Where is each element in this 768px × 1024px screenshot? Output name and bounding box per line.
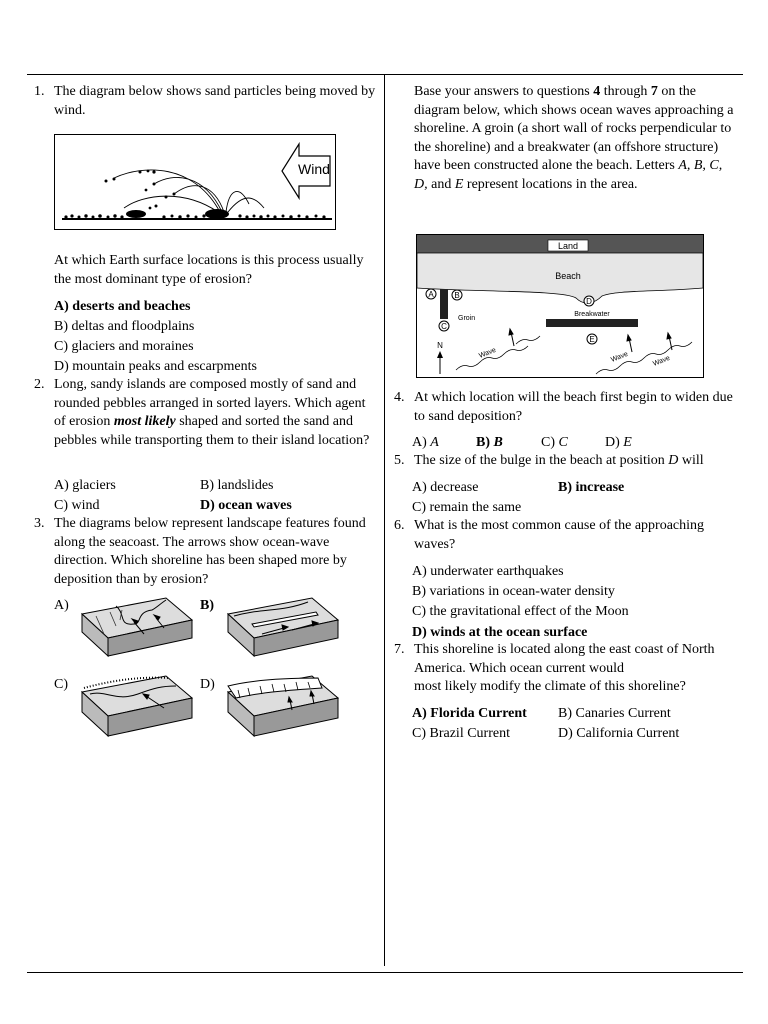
wind-label: Wind: [298, 161, 330, 177]
question-number: 7.: [394, 642, 405, 657]
land-label: Land: [557, 241, 579, 251]
option-text: the gravitational effect of the Moon: [429, 604, 629, 619]
question-text: The diagram below shows sand particles being moved by wind.: [54, 84, 376, 118]
q6-option-a[interactable]: [412, 563, 564, 582]
option-letter: D): [558, 726, 573, 741]
shoreline-diagram-d[interactable]: [222, 672, 342, 752]
q2-option-d[interactable]: [200, 497, 292, 516]
q4-option-a[interactable]: [412, 434, 439, 453]
option-letter: D): [200, 498, 215, 513]
option-letter: B): [476, 435, 490, 450]
question-number: 3.: [34, 516, 45, 531]
question-3: [34, 515, 380, 589]
q1-option-d[interactable]: [54, 358, 257, 377]
option-text: California Current: [576, 726, 680, 741]
option-letter: B): [200, 478, 214, 493]
option-letter: C): [412, 500, 426, 515]
q7-option-d[interactable]: [558, 725, 679, 744]
option-letter: A): [54, 299, 69, 314]
q1-option-a[interactable]: [54, 298, 191, 317]
option-text: C: [558, 435, 568, 450]
option-text: glaciers: [72, 478, 116, 493]
option-letter: D): [605, 435, 620, 450]
option-text: increase: [575, 480, 625, 495]
svg-text:C: C: [441, 322, 447, 331]
shoreline-diagram-c[interactable]: [76, 672, 196, 752]
question-1-prompt: At which Earth surface locations is this process usually the most dominant type of erosion?: [54, 253, 364, 287]
q2-option-b[interactable]: [200, 477, 274, 496]
option-text: Brazil Current: [429, 726, 510, 741]
column-divider: [384, 74, 385, 966]
question-text: The size of the bulge in the beach at position D will: [414, 453, 704, 468]
option-text: mountain peaks and escarpments: [72, 359, 257, 374]
question-5: [394, 452, 739, 471]
q7-option-b[interactable]: [558, 705, 671, 724]
breakwater: [546, 319, 638, 327]
option-letter: C): [54, 339, 68, 354]
option-text: A: [430, 435, 439, 450]
q4-option-c[interactable]: [541, 434, 568, 453]
option-text: wind: [71, 498, 100, 513]
svg-text:N: N: [437, 341, 443, 350]
option-text: ocean waves: [218, 498, 292, 513]
option-text: Canaries Current: [575, 706, 671, 721]
option-text: E: [623, 435, 632, 450]
q6-option-d[interactable]: [412, 624, 587, 643]
option-text: landslides: [217, 478, 274, 493]
wind-erosion-diagram: [54, 134, 336, 230]
q7-option-c[interactable]: [412, 725, 510, 744]
question-text: The diagrams below represent landscape features found along the seacoast. The arrows show ocean-wave direction. Which shoreline has been shaped more by deposition than by erosion?: [54, 516, 366, 587]
q1-option-b[interactable]: [54, 318, 194, 337]
option-letter: C): [54, 498, 68, 513]
option-text: deltas and floodplains: [71, 319, 195, 334]
option-letter: B): [558, 480, 572, 495]
svg-text:Wave: Wave: [478, 346, 498, 360]
q6-option-b[interactable]: [412, 583, 615, 602]
question-1: [34, 83, 380, 120]
option-letter: C): [541, 435, 555, 450]
q3-label-a[interactable]: A): [54, 598, 69, 613]
option-letter: A): [412, 706, 427, 721]
question-number: 2.: [34, 377, 45, 392]
q4-option-d[interactable]: [605, 434, 632, 453]
q5-option-a[interactable]: [412, 479, 478, 498]
shoreline-diagram-b[interactable]: [222, 594, 342, 672]
passage-intro: Base your answers to questions 4 through 7 on the diagram below, which shows ocean waves approaching a shoreline. A groin (a short wall of rocks perpendicular to the shoreline) and a breakwater (an offshore structure) have been constructed alone the beach. Letters A, B, C, D, and E represent locations in the area.: [414, 84, 734, 192]
q5-option-b[interactable]: [558, 479, 624, 498]
q3-label-d[interactable]: D): [200, 677, 215, 692]
svg-text:Wave: Wave: [610, 350, 630, 364]
svg-text:D: D: [586, 297, 592, 306]
q7-option-a[interactable]: [412, 705, 527, 724]
q3-label-c[interactable]: C): [54, 677, 68, 692]
question-number: 5.: [394, 453, 405, 468]
question-number: 1.: [34, 84, 45, 99]
svg-text:B: B: [454, 291, 460, 300]
bottom-rule: [27, 972, 743, 973]
question-text: At which location will the beach first begin to widen due to sand deposition?: [414, 390, 733, 424]
option-letter: C): [412, 726, 426, 741]
option-letter: A): [412, 564, 427, 579]
option-letter: C): [412, 604, 426, 619]
svg-text:E: E: [589, 335, 595, 344]
breakwater-label: Breakwater: [574, 311, 610, 318]
beach-diagram: [416, 234, 704, 378]
option-letter: A): [54, 478, 69, 493]
q1-option-c[interactable]: [54, 338, 194, 357]
option-letter: A): [412, 435, 427, 450]
option-text: remain the same: [429, 500, 522, 515]
option-letter: D): [54, 359, 69, 374]
svg-text:A: A: [428, 290, 434, 299]
question-text: What is the most common cause of the approaching waves?: [414, 518, 705, 552]
question-number: 6.: [394, 518, 405, 533]
question-text: Long, sandy islands are composed mostly of sand and rounded pebbles arranged in sorted layers. Which agent of erosion most likely shaped and sorted the sand and pebbles while transporting them to their island location?: [54, 377, 370, 448]
option-letter: B): [54, 319, 68, 334]
option-text: decrease: [430, 480, 479, 495]
option-letter: D): [412, 625, 427, 640]
option-text: glaciers and moraines: [71, 339, 194, 354]
question-7: [394, 641, 742, 697]
option-text: variations in ocean-water density: [429, 584, 615, 599]
option-text: B: [493, 435, 503, 450]
question-2: [34, 376, 380, 450]
question-4: [394, 389, 739, 426]
beach-label: Beach: [555, 271, 581, 281]
option-text: deserts and beaches: [72, 299, 191, 314]
option-letter: B): [412, 584, 426, 599]
q3-label-b[interactable]: B): [200, 598, 214, 613]
q4-option-b[interactable]: [476, 434, 503, 453]
question-number: 4.: [394, 390, 405, 405]
option-text: underwater earthquakes: [430, 564, 564, 579]
q2-option-c[interactable]: [54, 497, 100, 516]
option-text: winds at the ocean surface: [430, 625, 588, 640]
top-rule: [27, 74, 743, 75]
svg-text:Wave: Wave: [652, 354, 672, 368]
option-text: Florida Current: [430, 706, 527, 721]
question-text: This shoreline is located along the east coast of North America. Which ocean current would most likely modify the climate of this shoreline?: [414, 642, 715, 694]
option-letter: B): [558, 706, 572, 721]
question-6: [394, 517, 739, 554]
option-letter: A): [412, 480, 427, 495]
shoreline-diagram-a[interactable]: [76, 594, 196, 672]
groin: [440, 289, 448, 319]
q2-option-a[interactable]: [54, 477, 116, 496]
groin-label: Groin: [458, 315, 476, 322]
q6-option-c[interactable]: [412, 603, 629, 622]
q5-option-c[interactable]: [412, 499, 521, 518]
